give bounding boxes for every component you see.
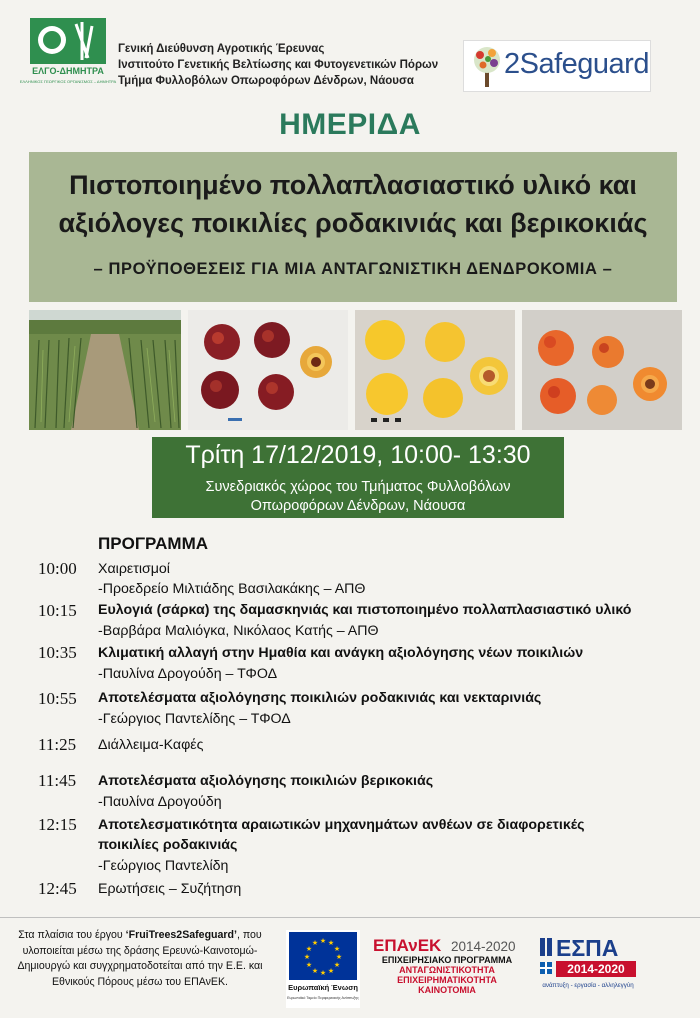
funding-project-name: ‘FruiTrees2Safeguard’ xyxy=(125,929,237,941)
svg-text:★: ★ xyxy=(333,961,341,969)
svg-text:★: ★ xyxy=(319,969,327,977)
date-venue-box xyxy=(152,437,564,518)
program-title-continued: ποικιλίες ροδακινιάς xyxy=(98,837,238,853)
institution-line-3: Τμήμα Φυλλοβόλων Οπωροφόρων Δένδρων, Νάουσα xyxy=(118,75,414,87)
program-time: 10:00 xyxy=(38,559,77,578)
epanek-line-3: ΕΠΙΧΕΙΡΗΜΑΤΙΚΟΤΗΤΑ xyxy=(397,975,497,985)
institution-line-1: Γενική Διεύθυνση Αγροτικής Έρευνας xyxy=(118,43,325,55)
espa-years: 2014-2020 xyxy=(567,962,625,976)
program-speaker: -Γεώργιος Παντελίδη xyxy=(98,858,229,874)
svg-text:★: ★ xyxy=(327,939,335,947)
program-time: 11:25 xyxy=(38,735,77,754)
funding-text-post: , που υλοποιείται μέσω της δράσης Ερευνώ-Καινοτομώ-Δημιουργώ και συγχρηματοδοτείται από την Ε.Ε. και Εθνικούς Πόρους μέσω του ΕΠΑνΕΚ. xyxy=(17,929,263,988)
event-venue xyxy=(152,478,564,516)
peach-photo xyxy=(188,310,348,430)
orchard-photo xyxy=(29,310,181,430)
svg-text:★: ★ xyxy=(335,953,343,961)
program-speaker: -Παυλίνα Δρογούδη – ΤΦΟΔ xyxy=(98,666,278,682)
apricot-photo xyxy=(522,310,682,430)
espa-tagline: ανάπτυξη - εργασία - αλληλεγγύη xyxy=(542,982,634,989)
program-title: Ερωτήσεις – Συζήτηση xyxy=(98,881,242,897)
program-speaker: -Γεώργιος Παντελίδης – ΤΦΟΔ xyxy=(98,711,291,727)
elgo-logo-name: ΕΛΓΟ-ΔΗΜΗΤΡΑ xyxy=(32,66,104,76)
svg-text:★: ★ xyxy=(311,939,319,947)
event-date: Τρίτη 17/12/2019, 10:00- 13:30 xyxy=(185,441,531,469)
espa-logo xyxy=(538,930,638,994)
eu-logo-subtitle: Ευρωπαϊκό Ταμείο Περιφερειακής Ανάπτυξης xyxy=(287,996,359,1000)
program-heading: ΠΡΟΓΡΑΜΜΑ xyxy=(98,534,209,553)
elgo-dimitra-logo xyxy=(19,18,117,92)
epanek-line-1: ΕΠΙΧΕΙΡΗΣΙΑΚΟ ΠΡΟΓΡΑΜΜΑ xyxy=(381,955,513,965)
program-title: Αποτελεσματικότητα αραιωτικών μηχανημάτων ανθέων σε διαφορετικές xyxy=(98,817,585,833)
program-title: Ευλογιά (σάρκα) της δαμασκηνιάς και πιστοποιημένο πολλαπλασιαστικό υλικό xyxy=(98,602,632,618)
epanek-line-4: ΚΑΙΝΟΤΟΜΙΑ xyxy=(418,985,476,995)
yellow-nectarine-photo xyxy=(355,310,515,430)
svg-text:★: ★ xyxy=(319,937,327,945)
espa-title: ΕΣΠΑ xyxy=(556,935,619,961)
event-title xyxy=(29,166,677,242)
venue-line-2: Οπωροφόρων Δένδρων, Νάουσα xyxy=(250,498,466,514)
program-time: 11:45 xyxy=(38,771,77,790)
program-time: 10:55 xyxy=(38,689,77,708)
venue-line-1: Συνεδριακός χώρος του Τμήματος Φυλλοβόλων xyxy=(205,479,511,495)
event-title-line-2: αξιόλογες ποικιλίες ροδακινιάς και βερικοκιάς xyxy=(58,208,648,238)
program-title: Διάλλειμα-Καφές xyxy=(98,737,204,753)
event-type-heading: ΗΜΕΡΙΔΑ xyxy=(279,108,421,141)
eu-flag-logo xyxy=(286,930,360,1008)
epanek-years: 2014-2020 xyxy=(451,939,516,954)
institution-line-2: Ινστιτούτο Γενετικής Βελτίωσης και Φυτογενετικών Πόρων xyxy=(118,59,439,71)
funding-text-pre: Στα πλαίσια του έργου xyxy=(18,929,126,941)
svg-text:★: ★ xyxy=(333,945,341,953)
epanek-line-2: ΑΝΤΑΓΩΝΙΣΤΙΚΟΤΗΤΑ xyxy=(399,965,495,975)
program-title: Αποτελέσματα αξιολόγησης ποικιλιών ροδακινιάς και νεκταρινιάς xyxy=(98,690,542,706)
event-title-line-1: Πιστοποιημένο πολλαπλασιαστικό υλικό και xyxy=(69,170,637,200)
svg-text:★: ★ xyxy=(327,967,335,975)
title-box xyxy=(29,152,677,302)
event-subtitle: – ΠΡΟΫΠΟΘΕΣΕΙΣ ΓΙΑ ΜΙΑ ΑΝΤΑΓΩΝΙΣΤΙΚΗ ΔΕΝΔΡΟΚΟΜΙΑ – xyxy=(93,260,613,278)
program-time: 10:35 xyxy=(38,643,77,662)
svg-text:★: ★ xyxy=(305,961,313,969)
program-time: 12:45 xyxy=(38,879,77,898)
elgo-logo-subtitle: ΕΛΛΗΝΙΚΟΣ ΓΕΩΡΓΙΚΟΣ ΟΡΓΑΝΙΣΜΟΣ – ΔΗΜΗΤΡΑ xyxy=(19,79,117,84)
program-speaker: -Βαρβάρα Μαλιόγκα, Νικόλαος Κατής – ΑΠΘ xyxy=(98,623,379,639)
epanek-title: ΕΠΑνΕΚ xyxy=(373,936,442,955)
program-title: Κλιματική αλλαγή στην Ημαθία και ανάγκη αξιολόγησης νέων ποικιλιών xyxy=(98,645,584,661)
program-speaker: -Παυλίνα Δρογούδη xyxy=(98,794,222,810)
footer-divider xyxy=(0,917,700,918)
program-title: Χαιρετισμοί xyxy=(98,561,170,577)
svg-text:★: ★ xyxy=(305,945,313,953)
svg-text:★: ★ xyxy=(311,967,319,975)
eu-logo-title: Ευρωπαϊκή Ένωση xyxy=(288,983,358,992)
project-logo-text: 2Safeguard xyxy=(504,48,649,80)
program-title: Αποτελέσματα αξιολόγησης ποικιλιών βερικοκιάς xyxy=(98,773,434,789)
fruit-tree-icon xyxy=(470,45,504,89)
program-speaker: -Προεδρείο Μιλτιάδης Βασιλακάκης – ΑΠΘ xyxy=(98,581,366,597)
fruitrees2safeguard-logo xyxy=(463,40,651,92)
svg-text:★: ★ xyxy=(303,953,311,961)
program-time: 12:15 xyxy=(38,815,77,834)
program-time: 10:15 xyxy=(38,601,77,620)
epanek-logo xyxy=(371,934,523,996)
funding-statement xyxy=(6,928,274,990)
